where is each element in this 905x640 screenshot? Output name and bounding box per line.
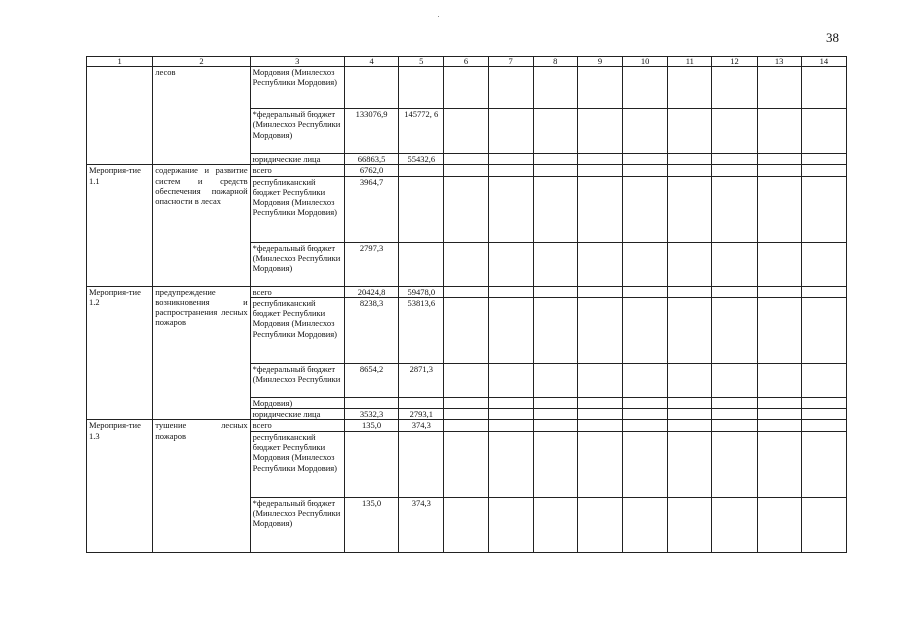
empty-cell <box>577 420 622 431</box>
value-col4: 135,0 <box>344 420 398 431</box>
empty-cell <box>757 165 801 176</box>
empty-cell <box>444 497 488 552</box>
empty-cell <box>801 242 846 286</box>
empty-cell <box>577 363 622 397</box>
empty-cell <box>444 165 488 176</box>
value-col4: 133076,9 <box>344 109 398 154</box>
header-cell: 6 <box>444 57 488 67</box>
scan-speck <box>438 16 439 17</box>
empty-cell <box>668 431 712 497</box>
event-cell: Мероприя-тие 1.2 <box>87 286 153 420</box>
source-cell: республиканский бюджет Республики Мордовия (Минлесхоз Республики Мордовия) <box>250 297 344 363</box>
description-cell: предупреждение возникновения и распространения лесных пожаров <box>153 286 250 420</box>
empty-cell <box>712 363 757 397</box>
budget-table <box>86 56 847 553</box>
empty-cell <box>577 409 622 420</box>
header-cell: 13 <box>757 57 801 67</box>
empty-cell <box>623 109 668 154</box>
table-row <box>87 67 847 109</box>
empty-cell <box>757 409 801 420</box>
empty-cell <box>623 67 668 109</box>
header-cell: 2 <box>153 57 250 67</box>
source-cell: всего <box>250 165 344 176</box>
empty-cell <box>488 109 533 154</box>
empty-cell <box>712 497 757 552</box>
empty-cell <box>668 67 712 109</box>
empty-cell <box>533 497 577 552</box>
empty-cell <box>444 109 488 154</box>
value-col4: 66863,5 <box>344 154 398 165</box>
value-col4: 8238,3 <box>344 297 398 363</box>
description-cell: тушение лесных пожаров <box>153 420 250 552</box>
empty-cell <box>757 286 801 297</box>
empty-cell <box>623 176 668 242</box>
empty-cell <box>444 297 488 363</box>
empty-cell <box>577 397 622 408</box>
empty-cell <box>668 409 712 420</box>
empty-cell <box>712 165 757 176</box>
empty-cell <box>623 409 668 420</box>
empty-cell <box>533 409 577 420</box>
empty-cell <box>712 67 757 109</box>
empty-cell <box>712 431 757 497</box>
value-col4 <box>344 67 398 109</box>
header-cell: 1 <box>87 57 153 67</box>
empty-cell <box>757 176 801 242</box>
value-col5: 55432,6 <box>399 154 444 165</box>
empty-cell <box>801 176 846 242</box>
empty-cell <box>577 176 622 242</box>
value-col5 <box>399 176 444 242</box>
empty-cell <box>801 397 846 408</box>
table-row <box>87 165 847 176</box>
empty-cell <box>488 67 533 109</box>
value-col5: 145772, 6 <box>399 109 444 154</box>
value-col5: 2793,1 <box>399 409 444 420</box>
empty-cell <box>444 242 488 286</box>
empty-cell <box>488 176 533 242</box>
header-cell: 7 <box>488 57 533 67</box>
empty-cell <box>757 431 801 497</box>
empty-cell <box>712 420 757 431</box>
empty-cell <box>488 397 533 408</box>
empty-cell <box>757 297 801 363</box>
empty-cell <box>623 154 668 165</box>
empty-cell <box>577 286 622 297</box>
value-col4: 3964,7 <box>344 176 398 242</box>
empty-cell <box>488 431 533 497</box>
empty-cell <box>533 165 577 176</box>
header-cell: 11 <box>668 57 712 67</box>
empty-cell <box>757 67 801 109</box>
empty-cell <box>757 242 801 286</box>
empty-cell <box>488 242 533 286</box>
source-cell: республиканский бюджет Республики Мордовия (Минлесхоз Республики Мордовия) <box>250 176 344 242</box>
empty-cell <box>533 242 577 286</box>
empty-cell <box>444 286 488 297</box>
empty-cell <box>623 297 668 363</box>
header-cell: 5 <box>399 57 444 67</box>
value-col5 <box>399 165 444 176</box>
empty-cell <box>533 154 577 165</box>
description-cell: содержание и развитие систем и средств обеспечения пожарной опасности в лесах <box>153 165 250 286</box>
value-col5: 53813,6 <box>399 297 444 363</box>
empty-cell <box>712 154 757 165</box>
value-col5: 2871,3 <box>399 363 444 397</box>
empty-cell <box>533 297 577 363</box>
empty-cell <box>444 363 488 397</box>
source-cell: юридические лица <box>250 409 344 420</box>
empty-cell <box>712 109 757 154</box>
empty-cell <box>668 420 712 431</box>
empty-cell <box>533 420 577 431</box>
value-col4: 20424,8 <box>344 286 398 297</box>
empty-cell <box>623 397 668 408</box>
empty-cell <box>712 286 757 297</box>
empty-cell <box>757 497 801 552</box>
empty-cell <box>577 497 622 552</box>
description-cell: лесов <box>153 67 250 165</box>
empty-cell <box>444 420 488 431</box>
empty-cell <box>444 431 488 497</box>
empty-cell <box>444 176 488 242</box>
source-cell: Мордовия (Минлесхоз Республики Мордовия) <box>250 67 344 109</box>
event-cell: Мероприя-тие 1.3 <box>87 420 153 552</box>
empty-cell <box>577 431 622 497</box>
table-row <box>87 286 847 297</box>
empty-cell <box>533 286 577 297</box>
value-col4 <box>344 431 398 497</box>
empty-cell <box>623 242 668 286</box>
empty-cell <box>577 67 622 109</box>
empty-cell <box>712 397 757 408</box>
value-col5 <box>399 242 444 286</box>
empty-cell <box>668 176 712 242</box>
empty-cell <box>488 363 533 397</box>
empty-cell <box>712 297 757 363</box>
value-col5 <box>399 397 444 408</box>
value-col4: 135,0 <box>344 497 398 552</box>
empty-cell <box>668 242 712 286</box>
empty-cell <box>444 409 488 420</box>
empty-cell <box>668 154 712 165</box>
header-cell: 12 <box>712 57 757 67</box>
source-cell: всего <box>250 420 344 431</box>
empty-cell <box>488 154 533 165</box>
empty-cell <box>533 363 577 397</box>
empty-cell <box>712 409 757 420</box>
empty-cell <box>801 497 846 552</box>
value-col4: 3532,3 <box>344 409 398 420</box>
empty-cell <box>757 397 801 408</box>
event-cell <box>87 67 153 165</box>
empty-cell <box>712 242 757 286</box>
value-col5 <box>399 67 444 109</box>
header-cell: 14 <box>801 57 846 67</box>
table-row <box>87 420 847 431</box>
empty-cell <box>488 409 533 420</box>
empty-cell <box>577 109 622 154</box>
page-number: 38 <box>826 30 839 45</box>
header-cell: 8 <box>533 57 577 67</box>
header-row <box>87 57 847 67</box>
value-col5: 374,3 <box>399 420 444 431</box>
empty-cell <box>577 242 622 286</box>
empty-cell <box>577 165 622 176</box>
empty-cell <box>533 109 577 154</box>
empty-cell <box>444 154 488 165</box>
empty-cell <box>623 363 668 397</box>
empty-cell <box>801 154 846 165</box>
empty-cell <box>801 420 846 431</box>
empty-cell <box>757 363 801 397</box>
value-col5 <box>399 431 444 497</box>
empty-cell <box>801 431 846 497</box>
empty-cell <box>577 154 622 165</box>
empty-cell <box>801 67 846 109</box>
source-cell: Мордовия) <box>250 397 344 408</box>
empty-cell <box>488 497 533 552</box>
value-col4: 6762,0 <box>344 165 398 176</box>
empty-cell <box>488 286 533 297</box>
empty-cell <box>668 363 712 397</box>
empty-cell <box>801 363 846 397</box>
value-col4 <box>344 397 398 408</box>
empty-cell <box>444 67 488 109</box>
empty-cell <box>623 165 668 176</box>
empty-cell <box>801 165 846 176</box>
header-cell: 3 <box>250 57 344 67</box>
empty-cell <box>668 397 712 408</box>
value-col4: 2797,3 <box>344 242 398 286</box>
empty-cell <box>488 165 533 176</box>
empty-cell <box>488 297 533 363</box>
source-cell: всего <box>250 286 344 297</box>
empty-cell <box>623 497 668 552</box>
empty-cell <box>533 176 577 242</box>
source-cell: республиканский бюджет Республики Мордовия (Минлесхоз Республики Мордовия) <box>250 431 344 497</box>
empty-cell <box>533 431 577 497</box>
source-cell: *федеральный бюджет (Минлесхоз Республики Мордовия) <box>250 242 344 286</box>
empty-cell <box>623 420 668 431</box>
empty-cell <box>668 109 712 154</box>
empty-cell <box>668 165 712 176</box>
empty-cell <box>757 154 801 165</box>
empty-cell <box>488 420 533 431</box>
source-cell: *федеральный бюджет (Минлесхоз Республики Мордовия) <box>250 497 344 552</box>
source-cell: *федеральный бюджет (Минлесхоз Республики Мордовия) <box>250 109 344 154</box>
empty-cell <box>801 409 846 420</box>
empty-cell <box>623 431 668 497</box>
value-col5: 59478,0 <box>399 286 444 297</box>
empty-cell <box>444 397 488 408</box>
header-cell: 9 <box>577 57 622 67</box>
empty-cell <box>577 297 622 363</box>
empty-cell <box>533 397 577 408</box>
empty-cell <box>801 297 846 363</box>
empty-cell <box>623 286 668 297</box>
empty-cell <box>668 286 712 297</box>
event-cell: Мероприя-тие 1.1 <box>87 165 153 286</box>
source-cell: *федеральный бюджет (Минлесхоз Республики <box>250 363 344 397</box>
value-col5: 374,3 <box>399 497 444 552</box>
empty-cell <box>668 497 712 552</box>
empty-cell <box>533 67 577 109</box>
empty-cell <box>757 420 801 431</box>
empty-cell <box>801 109 846 154</box>
header-cell: 10 <box>623 57 668 67</box>
header-cell: 4 <box>344 57 398 67</box>
empty-cell <box>801 286 846 297</box>
empty-cell <box>668 297 712 363</box>
source-cell: юридические лица <box>250 154 344 165</box>
value-col4: 8654,2 <box>344 363 398 397</box>
empty-cell <box>712 176 757 242</box>
empty-cell <box>757 109 801 154</box>
